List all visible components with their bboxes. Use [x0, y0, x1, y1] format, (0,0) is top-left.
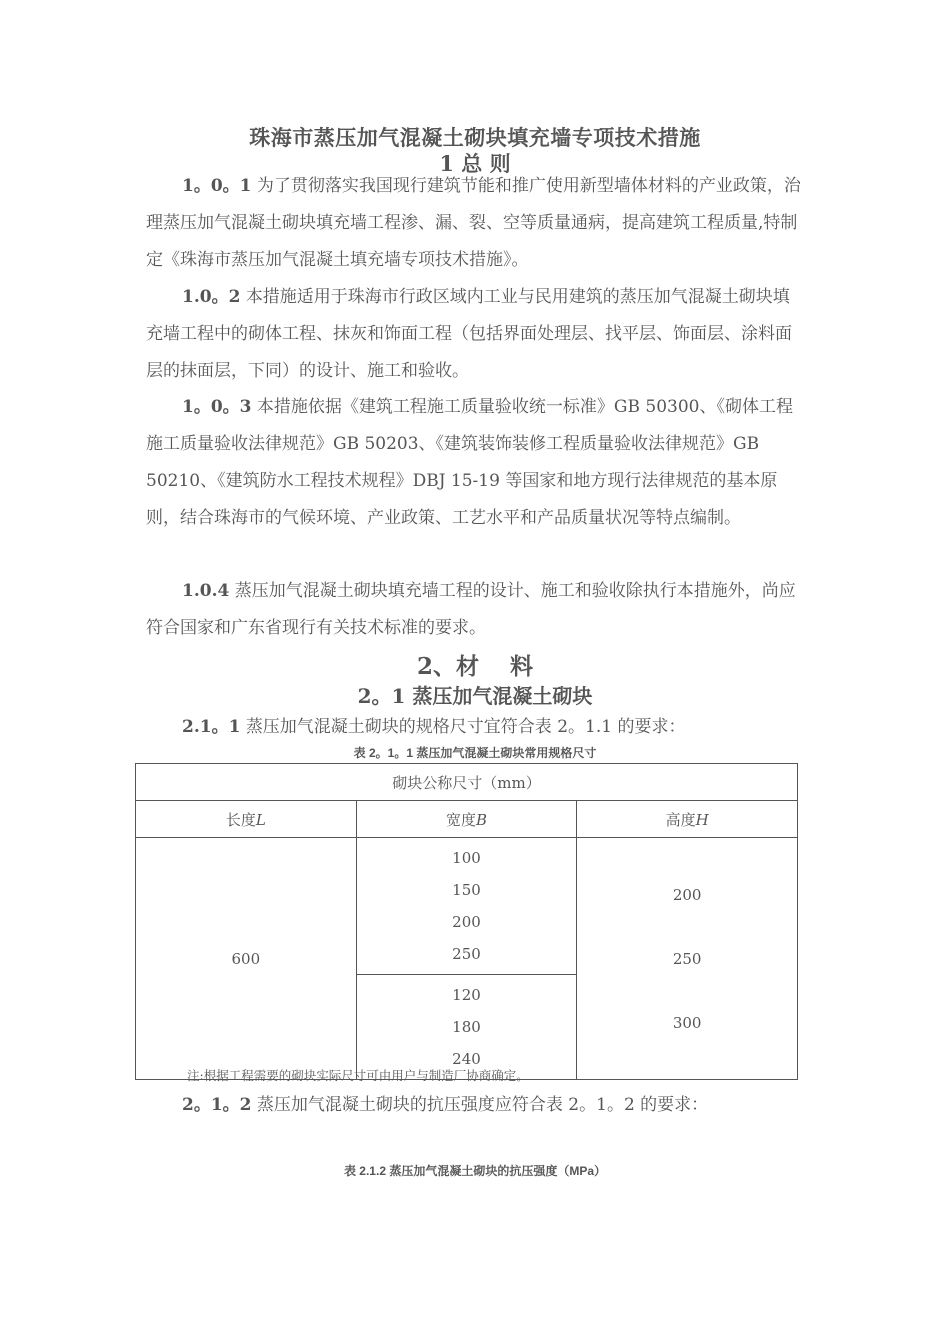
paragraph-2-1-1 — [182, 712, 685, 737]
cell-widths-group-a: 100 150 200 250 — [356, 838, 577, 975]
table-2-1-1-caption: 表 2。1。1 蒸压加气混凝土砌块常用规格尺寸 — [353, 746, 597, 760]
clause-number: 2。1。2 — [182, 1095, 252, 1115]
column-header-height: 高度H — [577, 801, 798, 838]
clause-number: 1.0。2 — [182, 287, 241, 307]
clause-text: 本措施依据《建筑工程施工质量验收统一标准》GB 50300、《砌体工程施工质量验收法律规范》GB 50203、《建筑装饰装修工程质量验收法律规范》GB 50210、《建筑防水工程技术规程》DBJ 15-19 等国家和地方现行法律规范的基本原则，结合珠海市的气候环境、产业政策、工艺水平和产品质量状况等特点编制。 — [146, 397, 793, 528]
cell-length: 600 — [136, 838, 357, 1080]
paragraph-2-1-2 — [182, 1090, 708, 1115]
table-header-nominal-size: 砌块公称尺寸（mm） — [136, 764, 798, 801]
chapter-1-heading: 1 总 则 — [439, 151, 511, 176]
clause-text: 为了贯彻落实我国现行建筑节能和推广使用新型墙体材料的产业政策，治理蒸压加气混凝土砌块填充墙工程渗、漏、裂、空等质量通病，提高建筑工程质量,特制定《珠海市蒸压加气混凝土填充墙专项技术措施》。 — [146, 176, 801, 270]
paragraph-1-0-2 — [146, 279, 806, 390]
clause-text: 蒸压加气混凝土砌块的抗压强度应符合表 2。1。2 的要求： — [256, 1095, 709, 1115]
cell-heights: 200 250 300 — [577, 838, 798, 1080]
cell-widths-group-b: 120 180 240 — [356, 975, 577, 1080]
paragraph-1-0-1 — [146, 168, 806, 279]
clause-text: 本措施适用于珠海市行政区域内工业与民用建筑的蒸压加气混凝土砌块填充墙工程中的砌体工程、抹灰和饰面工程（包括界面处理层、找平层、饰面层、涂料面层的抹面层，下同）的设计、施工和验收。 — [146, 287, 792, 381]
column-header-width: 宽度B — [356, 801, 577, 838]
section-2-1-heading: 2。1 蒸压加气混凝土砌块 — [357, 684, 593, 708]
chapter-2-heading: 2、材 料 — [416, 653, 533, 680]
table-2-1-2-caption: 表 2.1.2 蒸压加气混凝土砌块的抗压强度（MPa） — [343, 1164, 607, 1178]
clause-number: 1.0.4 — [182, 581, 230, 601]
clause-number: 1。0。1 — [182, 176, 252, 196]
clause-number: 1。0。3 — [182, 397, 252, 417]
document-title: 珠海市蒸压加气混凝土砌块填充墙专项技术措施 — [249, 125, 701, 150]
table-note: 注:根据工程需要的砌块实际尺寸可由用户与制造厂协商确定。 — [187, 1068, 529, 1083]
clause-number: 2.1。1 — [182, 717, 241, 737]
clause-text: 蒸压加气混凝土砌块填充墙工程的设计、施工和验收除执行本措施外，尚应符合国家和广东省现行有关技术标准的要求。 — [146, 581, 796, 638]
column-header-length: 长度L — [136, 801, 357, 838]
paragraph-1-0-3 — [146, 389, 806, 537]
block-size-table — [135, 763, 798, 1080]
clause-text: 蒸压加气混凝土砌块的规格尺寸宜符合表 2。1.1 的要求： — [245, 717, 686, 737]
paragraph-1-0-4 — [146, 573, 806, 647]
